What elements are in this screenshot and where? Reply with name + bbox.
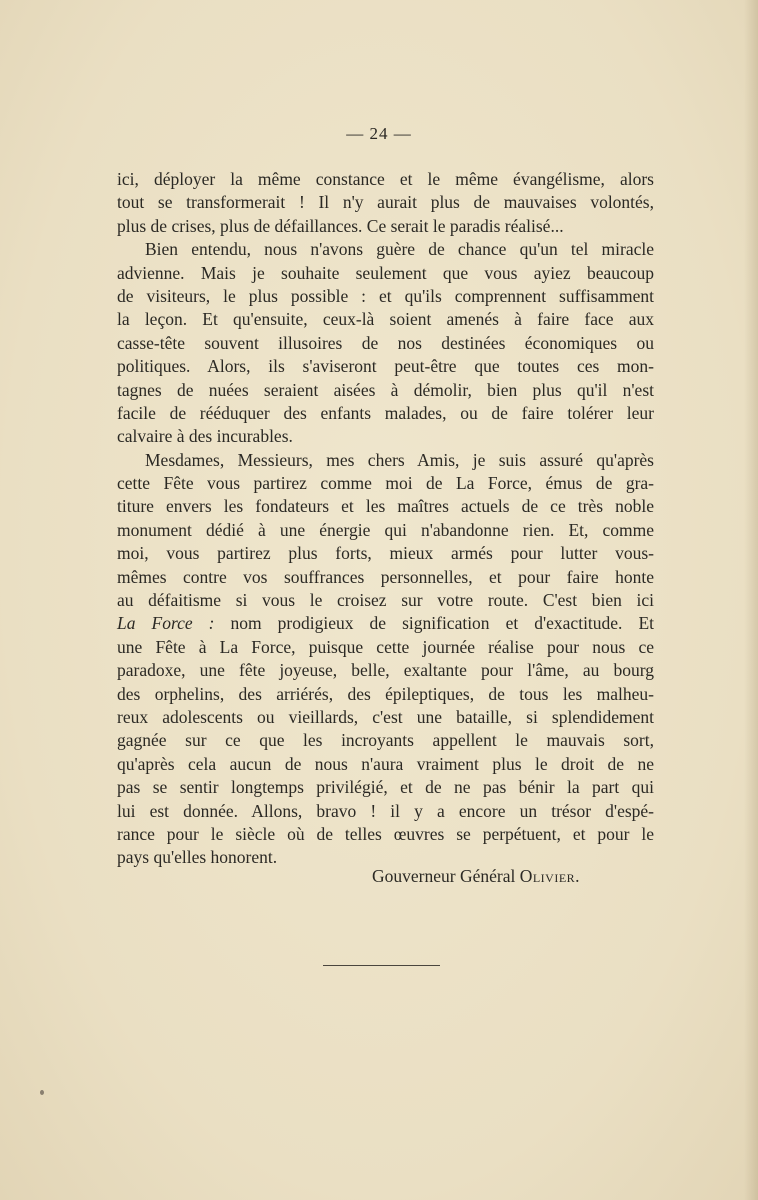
text-line: de visiteurs, le plus possible : et qu'ils comprennent suffisamment	[117, 285, 654, 306]
text-line: pas se sentir longtemps privilégié, et de ne pas bénir la part qui	[117, 777, 654, 798]
text-line: qu'après cela aucun de nous n'aura vraiment plus le droit de ne	[117, 753, 654, 774]
text-line: Mesdames, Messieurs, mes chers Amis, je suis assuré qu'après	[145, 449, 654, 470]
text-line: au défaitisme si vous le croisez sur votre route. C'est bien ici	[117, 590, 654, 611]
signature-title: Gouverneur Général	[372, 866, 516, 886]
text-line: tout se transformerait ! Il n'y aurait plus de mauvaises volontés,	[117, 192, 654, 213]
paper-speck	[40, 1090, 44, 1095]
text-line: paradoxe, une fête joyeuse, belle, exaltante pour l'âme, au bourg	[117, 660, 654, 681]
text-line: politiques. Alors, ils s'aviseront peut-être que toutes ces mon-	[117, 356, 654, 377]
text-line: rance pour le siècle où de telles œuvres se perpétuent, et pour le	[117, 823, 654, 844]
body-text	[117, 168, 654, 870]
text-line: des orphelins, des arriérés, des épileptiques, de tous les malheu-	[117, 683, 654, 704]
text-line-with-italic	[117, 612, 654, 635]
page-edge-shadow	[744, 0, 758, 1200]
text-line: calvaire à des incurables.	[117, 426, 293, 447]
italic-place-name: La Force :	[117, 613, 215, 634]
text-line: facile de rééduquer des enfants malades, ou de faire tolérer leur	[117, 402, 654, 423]
section-divider	[323, 965, 440, 966]
text-line-rest: nom prodigieux de signification et d'exactitude. Et	[230, 613, 655, 634]
text-line: moi, vous partirez plus forts, mieux armés pour lutter vous-	[117, 543, 654, 564]
text-line: reux adolescents ou vieillards, c'est une bataille, si splendidement	[117, 706, 654, 727]
text-line: casse-tête souvent illusoires de nos destinées économiques ou	[117, 332, 654, 353]
text-line: Bien entendu, nous n'avons guère de chance qu'un tel miracle	[145, 239, 654, 260]
text-line: plus de crises, plus de défaillances. Ce serait le paradis réalisé...	[117, 215, 564, 236]
text-line: pays qu'elles honorent.	[117, 847, 278, 868]
page-number: — 24 —	[346, 124, 412, 143]
text-line: lui est donnée. Allons, bravo ! il y a encore un trésor d'espé-	[117, 800, 654, 821]
text-line: la leçon. Et qu'ensuite, ceux-là soient amenés à faire face aux	[117, 309, 654, 330]
text-line: cette Fête vous partirez comme moi de La Force, émus de gra-	[117, 473, 654, 494]
text-line: gagnée sur ce que les incroyants appellent le mauvais sort,	[117, 730, 654, 751]
text-line: titure envers les fondateurs et les maîtres actuels de ce très noble	[117, 496, 654, 517]
text-line: ici, déployer la même constance et le même évangélisme, alors	[117, 169, 654, 189]
text-line: monument dédié à une énergie qui n'abandonne rien. Et, comme	[117, 519, 654, 540]
text-line: advienne. Mais je souhaite seulement que vous ayiez beaucoup	[117, 262, 654, 283]
text-line: une Fête à La Force, puisque cette journée réalise pour nous ce	[117, 636, 654, 657]
text-line: tagnes de nuées seraient aisées à démolir, bien plus qu'il n'est	[117, 379, 654, 400]
text-line: mêmes contre vos souffrances personnelles, et pour faire honte	[117, 566, 654, 587]
signature-name: Olivier.	[519, 866, 581, 886]
signature	[372, 866, 580, 887]
